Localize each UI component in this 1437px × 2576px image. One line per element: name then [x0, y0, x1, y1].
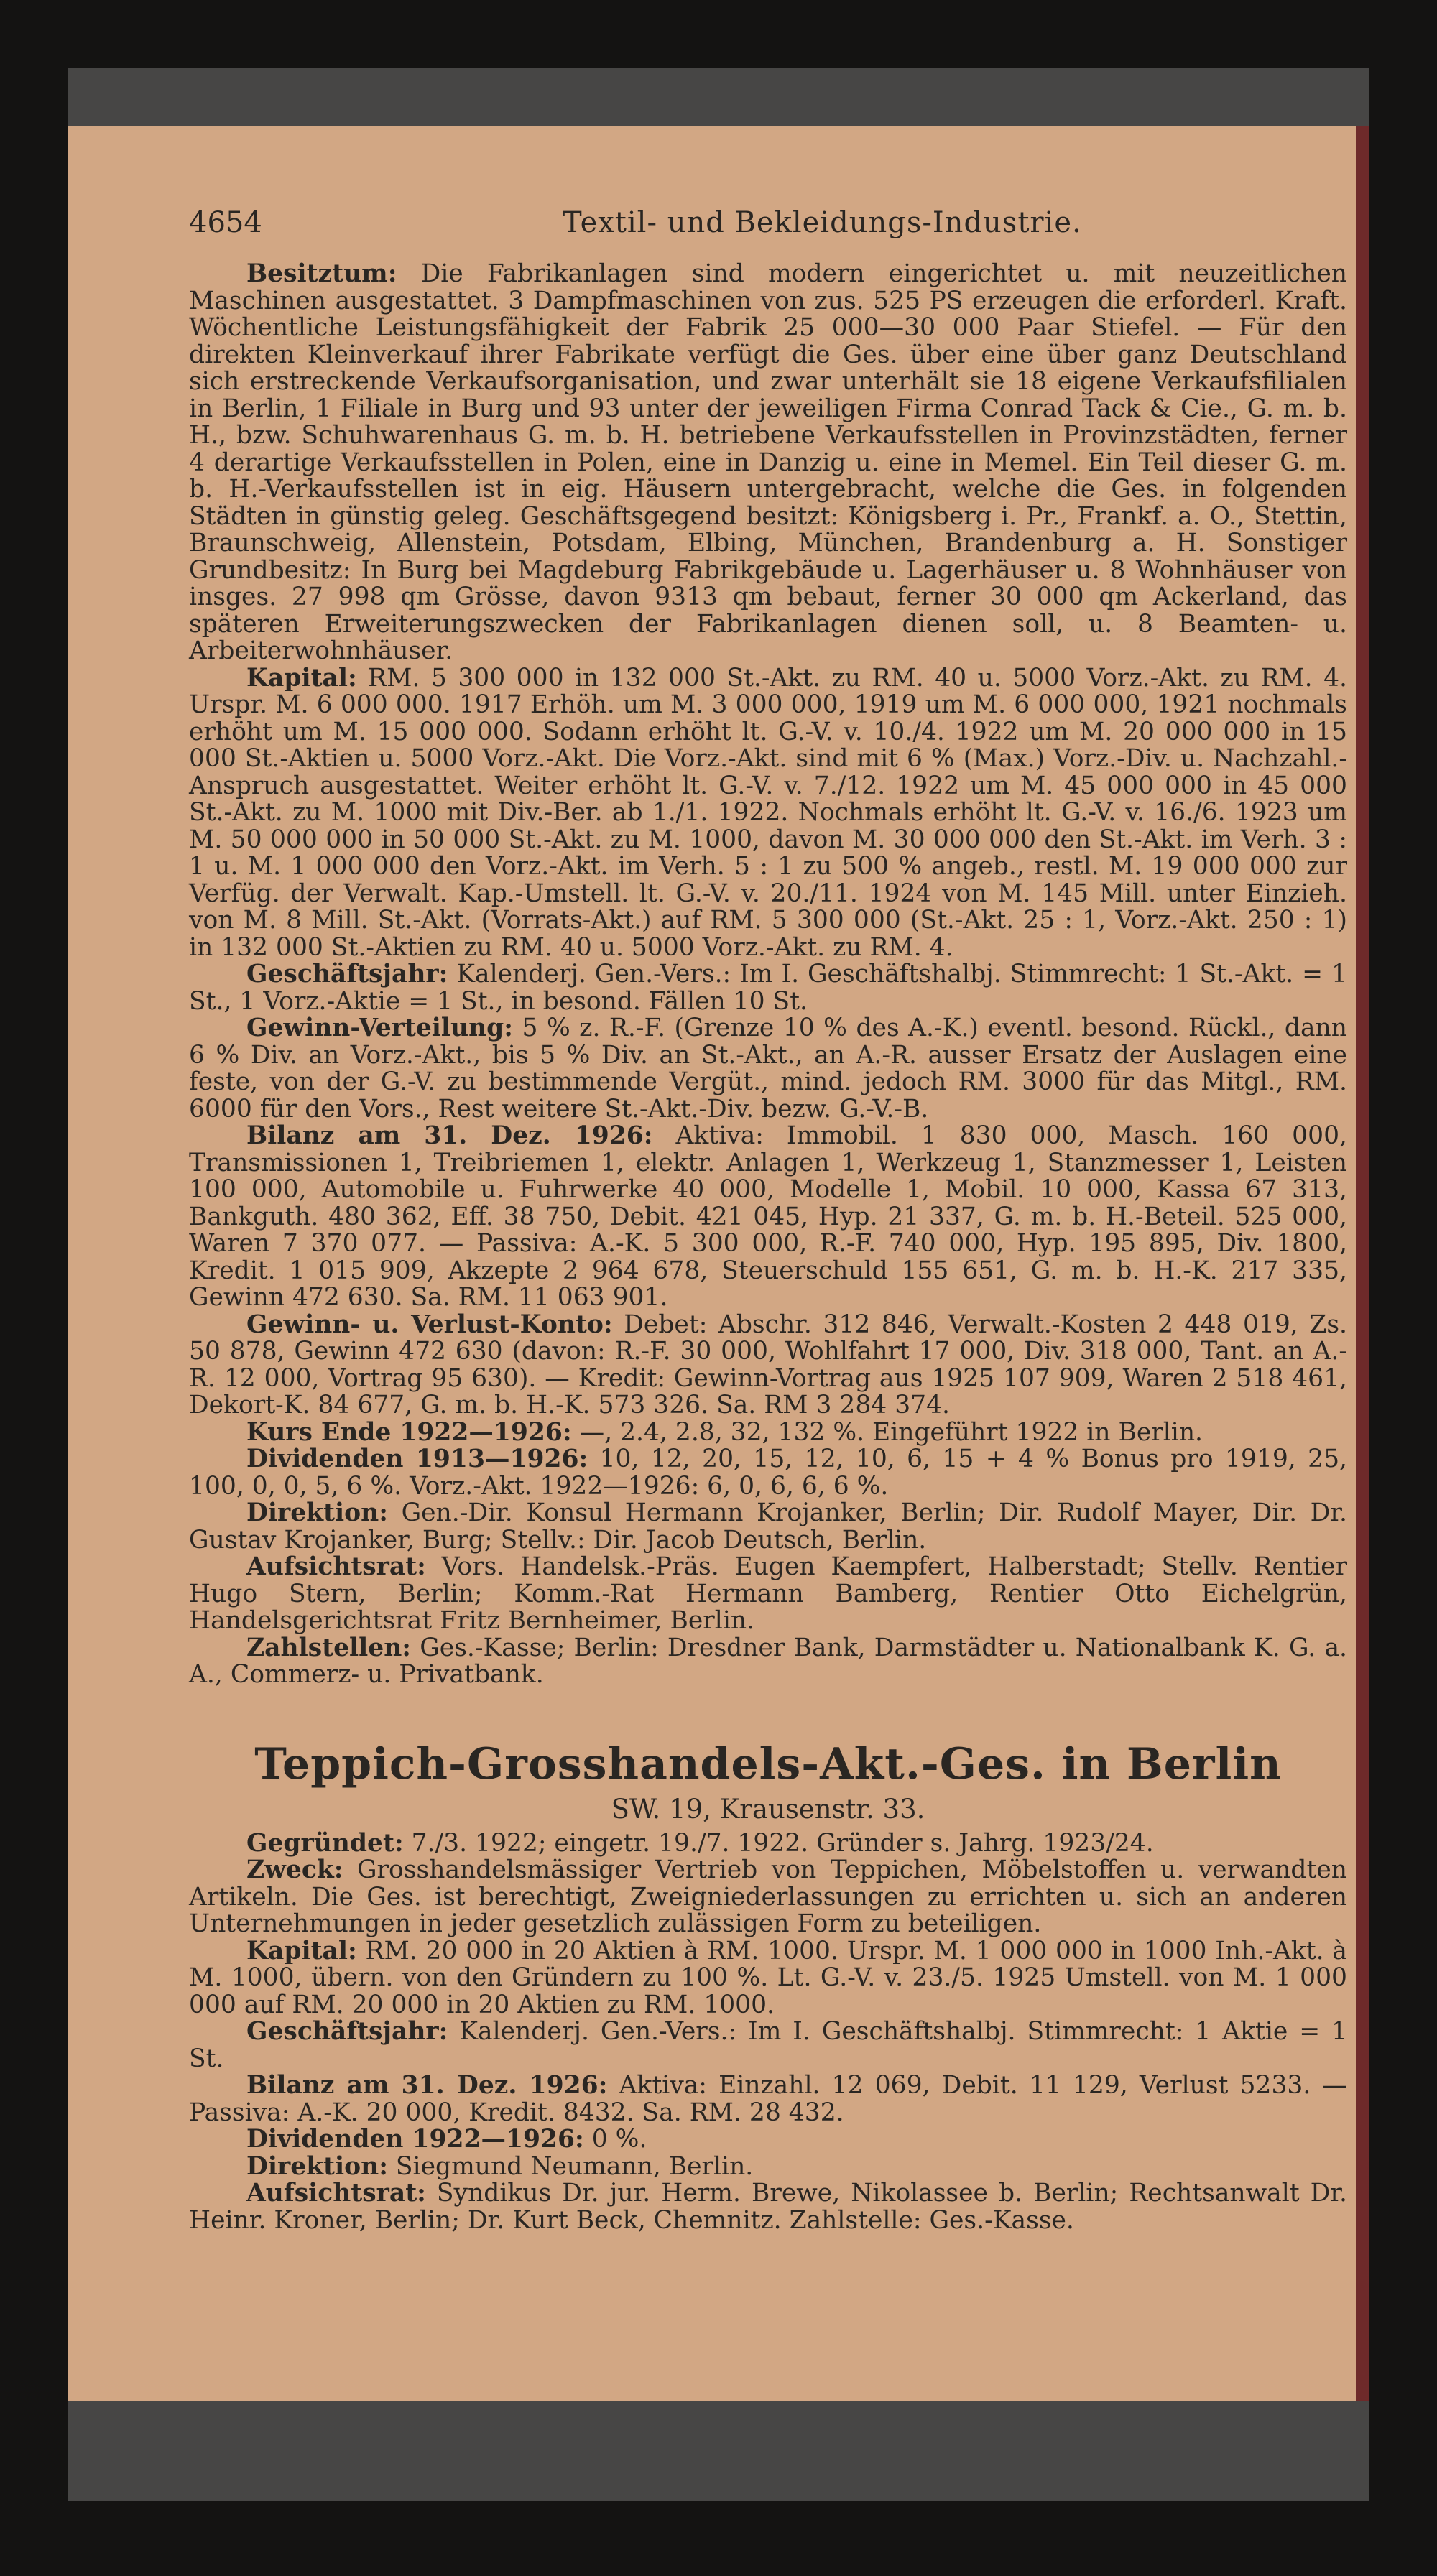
- paragraph-aufsichtsrat: Aufsichtsrat: Vors. Handelsk.-Präs. Eugen Kaempfert, Halberstadt; Stellv. Rentier Hugo Stern, Berlin; Komm.-Rat Hermann Bamberg, Rentier Otto Eichelgrün, Handelsgerichtsrat Fritz Bernheimer, Berlin.: [189, 1552, 1347, 1635]
- scan-border-bottom: [68, 2401, 1369, 2501]
- paragraph-zahlstellen: Zahlstellen: Ges.-Kasse; Berlin: Dresdner Bank, Darmstädter u. Nationalbank K. G. a. A., Commerz- u. Privatbank.: [189, 1633, 1347, 1689]
- paragraph-dividenden-2: Dividenden 1922—1926: 0 %.: [246, 2125, 647, 2154]
- company-address: SW. 19, Krausenstr. 33.: [611, 1793, 925, 1825]
- paragraph-aufsichtsrat-2: Aufsichtsrat: Syndikus Dr. jur. Herm. Brewe, Nikolassee b. Berlin; Rechtsanwalt Dr. Heinr. Kroner, Berlin; Dr. Kurt Beck, Chemnitz. Zahlstelle: Ges.-Kasse.: [189, 2179, 1347, 2235]
- page-number: 4654: [189, 206, 262, 239]
- paragraph-geschaeftsjahr: Geschäftsjahr: Kalenderj. Gen.-Vers.: Im I. Geschäftshalbj. Stimmrecht: 1 St.-Akt. = 1 St., 1 Vorz.-Aktie = 1 St., in besond. Fällen 10 St.: [189, 960, 1347, 1016]
- page-content: [189, 206, 1347, 2234]
- document-page: [68, 126, 1369, 2401]
- company-title: Teppich-Grosshandels-Akt.-Ges. in Berlin: [254, 1738, 1282, 1789]
- scan-border-top: [68, 68, 1369, 126]
- paragraph-kapital-2: Kapital: RM. 20 000 in 20 Aktien à RM. 1000. Urspr. M. 1 000 000 in 1000 Inh.-Akt. à M. 1000, übern. von den Gründern zu 100 %. Lt. G.-V. v. 23./5. 1925 Umstell. von M. 1 000 000 auf RM. 20 000 in 20 Aktien zu RM. 1000.: [189, 1936, 1347, 2019]
- paragraph-gegruendet: Gegründet: 7./3. 1922; eingetr. 19./7. 1922. Gründer s. Jahrg. 1923/24.: [246, 1828, 1154, 1858]
- paragraph-besitztum: Besitztum: Die Fabrikanlagen sind modern eingerichtet u. mit neuzeitlichen Maschinen ausgestattet. 3 Dampfmaschinen von zus. 525 PS erzeugen die erforderl. Kraft. Wöchentliche Leistungsfähigkeit der Fabrik 25 000—30 000 Paar Stiefel. — Für den direkten Kleinverkauf ihrer Fabrikate verfügt die Ges. über eine über ganz Deutschland sich erstreckende Verkaufsorganisation, und zwar unterhält sie 18 eigene Verkaufsfilialen in Berlin, 1 Filiale in Burg und 93 unter der jeweiligen Firma Conrad Tack & Cie., G. m. b. H., bzw. Schuhwarenhaus G. m. b. H. betriebene Verkaufsstellen in Provinzstädten, ferner 4 derartige Verkaufsstellen in Polen, eine in Danzig u. eine in Memel. Ein Teil dieser G. m. b. H.-Verkaufsstellen ist in eig. Häusern untergebracht, welche die Ges. in folgenden Städten in günstig geleg. Geschäftsgegend besitzt: Königsberg i. Pr., Frankf. a. O., Stettin, Braunschweig, Allenstein, Potsdam, Elbing, München, Brandenburg a. H. Sonstiger Grundbesitz: In Burg bei Magdeburg Fabrikgebäude u. Lagerhäuser u. 8 Wohnhäuser von insges. 27 998 qm Grösse, davon 9313 qm bebaut, ferner 30 000 qm Ackerland, das späteren Erweiterungszwecken der Fabrikanlagen dienen soll, u. 8 Beamten- u. Arbeiterwohnhäuser.: [189, 259, 1347, 665]
- paragraph-bilanz: Bilanz am 31. Dez. 1926: Aktiva: Immobil. 1 830 000, Masch. 160 000, Transmissionen 1, Treibriemen 1, elektr. Anlagen 1, Werkzeug 1, Stanzmesser 1, Leisten 100 000, Automobile u. Fuhrwerke 40 000, Modelle 1, Mobil. 10 000, Kassa 67 313, Bankguth. 480 362, Eff. 38 750, Debit. 421 045, Hyp. 21 337, G. m. b. H.-Beteil. 525 000, Waren 7 370 077. — Passiva: A.-K. 5 300 000, R.-F. 740 000, Hyp. 195 895, Div. 1800, Kredit. 1 015 909, Akzepte 2 964 678, Steuerschuld 155 651, G. m. b. H.-K. 217 335, Gewinn 472 630. Sa. RM. 11 063 901.: [189, 1121, 1347, 1312]
- paragraph-zweck: Zweck: Grosshandelsmässiger Vertrieb von Teppichen, Möbelstoffen u. verwandten Artikeln. Die Ges. ist berechtigt, Zweigniederlassungen zu errichten u. sich an anderen Unternehmungen in jeder gesetzlich zulässigen Form zu beteiligen.: [189, 1855, 1347, 1938]
- section-tack-company: [189, 261, 1347, 1689]
- paragraph-kurs: Kurs Ende 1922—1926: —, 2.4, 2.8, 32, 132 %. Eingeführt 1922 in Berlin.: [246, 1417, 1203, 1447]
- paragraph-kapital: Kapital: RM. 5 300 000 in 132 000 St.-Akt. zu RM. 40 u. 5000 Vorz.-Akt. zu RM. 4. Urspr. M. 6 000 000. 1917 Erhöh. um M. 3 000 000, 1919 um M. 6 000 000, 1921 nochmals erhöht um M. 15 000 000. Sodann erhöht lt. G.-V. v. 10./4. 1922 um M. 20 000 000 in 15 000 St.-Aktien u. 5000 Vorz.-Akt. Die Vorz.-Akt. sind mit 6 % (Max.) Vorz.-Div. u. Nachzahl.-Anspruch ausgestattet. Weiter erhöht lt. G.-V. v. 7./12. 1922 um M. 45 000 000 in 45 000 St.-Akt. zu M. 1000 mit Div.-Ber. ab 1./1. 1922. Nochmals erhöht lt. G.-V. v. 16./6. 1923 um M. 50 000 000 in 50 000 St.-Akt. zu M. 1000, davon M. 30 000 000 den St.-Akt. im Verh. 3 : 1 u. M. 1 000 000 den Vorz.-Akt. im Verh. 5 : 1 zu 500 % angeb., restl. M. 19 000 000 zur Verfüg. der Verwalt. Kap.-Umstell. lt. G.-V. v. 20./11. 1924 von M. 145 Mill. unter Einzieh. von M. 8 Mill. St.-Akt. (Vorrats-Akt.) auf RM. 5 300 000 (St.-Akt. 25 : 1, Vorz.-Akt. 250 : 1) in 132 000 St.-Aktien zu RM. 40 u. 5000 Vorz.-Akt. zu RM. 4.: [189, 663, 1347, 962]
- paragraph-geschaeftsjahr-2: Geschäftsjahr: Kalenderj. Gen.-Vers.: Im I. Geschäftshalbj. Stimmrecht: 1 Aktie = 1 St.: [189, 2017, 1347, 2073]
- page-header: [189, 206, 1347, 239]
- section-gap: [189, 1689, 1347, 1726]
- paragraph-bilanz-2: Bilanz am 31. Dez. 1926: Aktiva: Einzahl. 12 069, Debit. 11 129, Verlust 5233. — Passiva: A.-K. 20 000, Kredit. 8432. Sa. RM. 28 432.: [189, 2071, 1347, 2127]
- paragraph-gewinn-verteilung: Gewinn-Verteilung: 5 % z. R.-F. (Grenze 10 % des A.-K.) eventl. besond. Rückl., dann 6 % Div. an Vorz.-Akt., bis 5 % Div. an St.-Akt., an A.-R. ausser Ersatz der Auslagen eine feste, von der G.-V. zu bestimmende Vergüt., mind. jedoch RM. 3000 für das Mitgl., RM. 6000 für den Vors., Rest weitere St.-Akt.-Div. bezw. G.-V.-B.: [189, 1014, 1347, 1123]
- paragraph-gewinn-verlust-konto: Gewinn- u. Verlust-Konto: Debet: Abschr. 312 846, Verwalt.-Kosten 2 448 019, Zs. 50 878, Gewinn 472 630 (davon: R.-F. 30 000, Wohlfahrt 17 000, Div. 318 000, Tant. an A.-R. 12 000, Vortrag 95 630). — Kredit: Gewinn-Vortrag aus 1925 107 909, Waren 2 518 461, Dekort-K. 84 677, G. m. b. H.-K. 573 326. Sa. RM 3 284 374.: [189, 1310, 1347, 1419]
- paragraph-direktion-2: Direktion: Siegmund Neumann, Berlin.: [246, 2151, 754, 2181]
- section-teppich-company: [189, 1830, 1347, 2235]
- running-title: Textil- und Bekleidungs-Industrie.: [563, 206, 1082, 239]
- paragraph-direktion: Direktion: Gen.-Dir. Konsul Hermann Krojanker, Berlin; Dir. Rudolf Mayer, Dir. Dr. Gustav Krojanker, Burg; Stellv.: Dir. Jacob Deutsch, Berlin.: [189, 1498, 1347, 1555]
- paragraph-dividenden: Dividenden 1913—1926: 10, 12, 20, 15, 12, 10, 6, 15 + 4 % Bonus pro 1919, 25, 100, 0, 0, 5, 6 %. Vorz.-Akt. 1922—1926: 6, 0, 6, 6, 6 %.: [189, 1445, 1347, 1501]
